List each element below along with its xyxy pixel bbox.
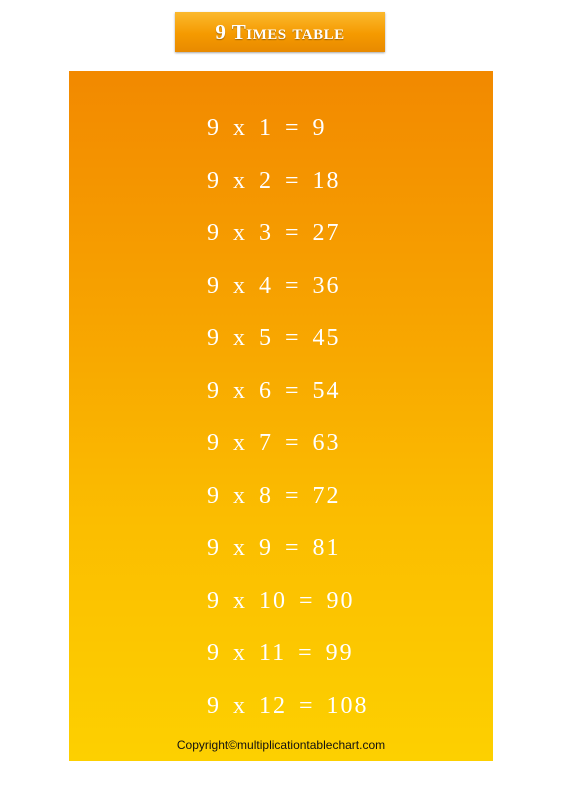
equation-row: 9 x 10 = 90 (207, 587, 355, 614)
title-banner (175, 12, 385, 52)
equation-row: 9 x 12 = 108 (207, 692, 369, 719)
equation-row: 9 x 7 = 63 (207, 430, 341, 456)
equation-row: 9 x 8 = 72 (207, 482, 341, 509)
equation-row: 9 x 5 = 45 (207, 325, 341, 351)
equation-row: 9 x 11 = 99 (207, 640, 354, 666)
equation-row: 9 x 1 = 9 (207, 115, 327, 141)
times-table-board (69, 71, 493, 761)
equation-row: 9 x 9 = 81 (207, 535, 341, 561)
equation-row: 9 x 3 = 27 (207, 220, 341, 246)
equation-row: 9 x 4 = 36 (207, 272, 341, 299)
equation-list (207, 108, 369, 738)
equation-row: 9 x 2 = 18 (207, 167, 341, 194)
equation-row: 9 x 6 = 54 (207, 377, 341, 404)
page-title: 9 Times table (215, 19, 345, 44)
copyright-text: Copyright©multiplicationtablechart.com (176, 738, 386, 752)
